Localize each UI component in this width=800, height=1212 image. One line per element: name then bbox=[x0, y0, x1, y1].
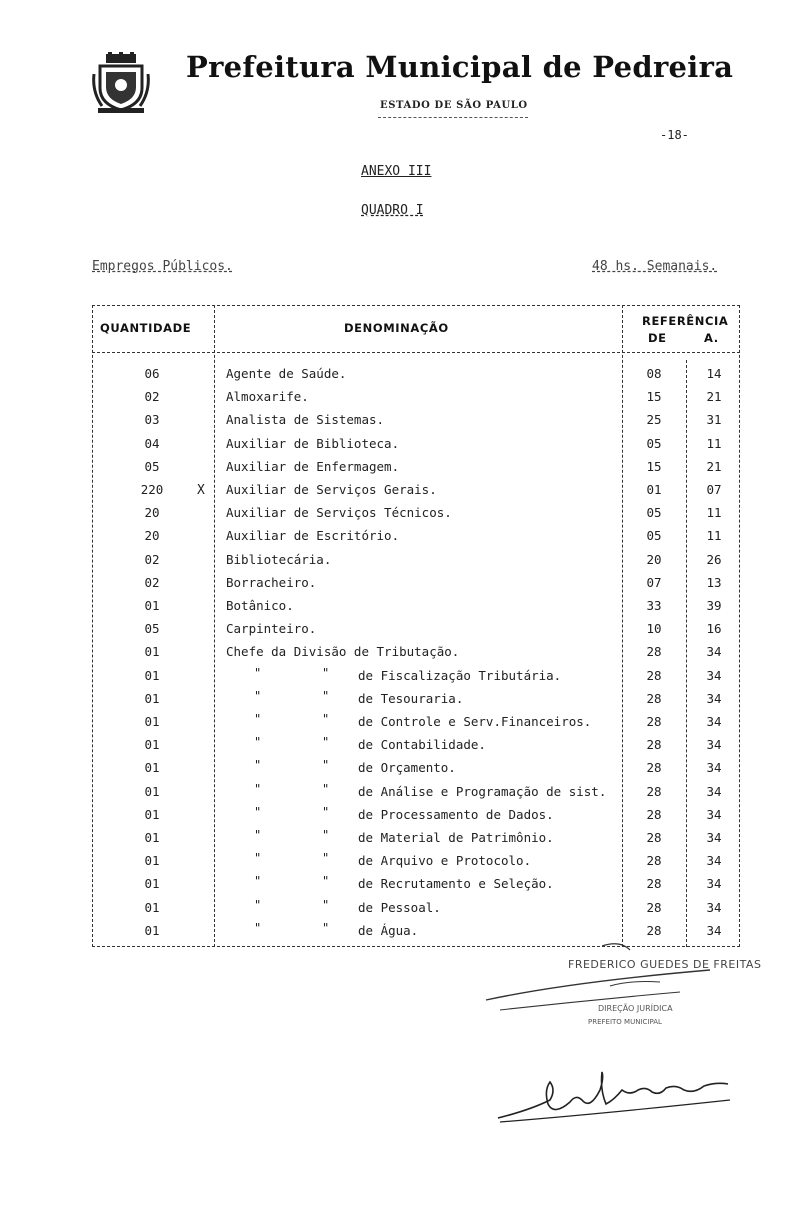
x-mark-annotation: X bbox=[197, 483, 205, 498]
column-header-quantidade: QUANTIDADE bbox=[100, 321, 192, 335]
row-reference-de: 28 bbox=[646, 737, 662, 753]
row-quantity: 01 bbox=[144, 714, 160, 729]
row-reference-de: 15 bbox=[646, 458, 662, 474]
table-row bbox=[92, 366, 740, 388]
row-denomination: Chefe da Divisão de Tributação. bbox=[226, 644, 460, 660]
row-denomination: de Tesouraria. bbox=[358, 690, 464, 706]
table-row bbox=[92, 389, 740, 411]
row-reference-a: 07 bbox=[706, 482, 722, 497]
ditto-mark: " bbox=[254, 781, 262, 796]
row-reference-de: 08 bbox=[646, 366, 662, 381]
column-header-denominacao: DENOMINAÇÃO bbox=[344, 321, 449, 335]
row-quantity: 05 bbox=[144, 458, 160, 474]
row-reference-a: 13 bbox=[706, 574, 722, 590]
row-reference-a: 16 bbox=[706, 621, 722, 637]
row-denomination: de Processamento de Dados. bbox=[358, 806, 554, 822]
row-quantity: 01 bbox=[144, 598, 160, 613]
ditto-mark: " bbox=[254, 897, 262, 912]
row-reference-a: 34 bbox=[706, 760, 722, 776]
row-reference-a: 34 bbox=[706, 899, 722, 915]
row-reference-a: 14 bbox=[706, 366, 722, 381]
row-denomination: de Contabilidade. bbox=[358, 737, 486, 753]
table-row bbox=[92, 621, 740, 643]
row-quantity: 02 bbox=[144, 389, 160, 405]
row-reference-a: 21 bbox=[706, 458, 722, 474]
annex-title: ANEXO III bbox=[361, 164, 432, 179]
row-denomination: de Pessoal. bbox=[358, 899, 441, 915]
ditto-mark: " bbox=[322, 920, 330, 935]
row-reference-de: 05 bbox=[646, 435, 662, 451]
table-row bbox=[92, 505, 740, 527]
ditto-mark: " bbox=[322, 735, 330, 750]
row-reference-a: 11 bbox=[706, 528, 722, 544]
page-number: -18- bbox=[660, 128, 689, 142]
table-row bbox=[92, 644, 740, 666]
ditto-mark: " bbox=[254, 828, 262, 842]
row-reference-de: 25 bbox=[646, 412, 662, 428]
ditto-mark: " bbox=[322, 851, 330, 866]
table-row bbox=[92, 528, 740, 550]
row-reference-a: 34 bbox=[706, 876, 722, 892]
row-quantity: 01 bbox=[144, 644, 160, 660]
row-quantity: 02 bbox=[144, 551, 160, 567]
row-reference-de: 28 bbox=[646, 806, 662, 822]
row-reference-de: 10 bbox=[646, 621, 662, 637]
state-underline bbox=[378, 117, 528, 118]
row-reference-a: 34 bbox=[706, 806, 722, 822]
row-denomination: de Arquivo e Protocolo. bbox=[358, 853, 532, 869]
table-row bbox=[92, 665, 740, 690]
row-reference-de: 28 bbox=[646, 667, 662, 683]
row-reference-a: 34 bbox=[706, 714, 722, 729]
row-reference-a: 34 bbox=[706, 853, 722, 869]
ditto-mark: " bbox=[322, 897, 330, 912]
table-row bbox=[92, 412, 740, 434]
ditto-mark: " bbox=[322, 688, 330, 703]
crest-icon bbox=[92, 52, 150, 114]
row-quantity: 01 bbox=[144, 876, 160, 892]
table-row bbox=[92, 575, 740, 597]
row-quantity: 01 bbox=[144, 690, 160, 706]
row-reference-a: 34 bbox=[706, 783, 722, 799]
signature bbox=[490, 1060, 750, 1140]
row-quantity: 01 bbox=[144, 830, 160, 845]
row-quantity: 01 bbox=[144, 922, 160, 938]
ditto-mark: " bbox=[254, 688, 262, 703]
row-reference-de: 28 bbox=[646, 876, 662, 892]
row-reference-a: 26 bbox=[706, 551, 722, 567]
row-reference-de: 28 bbox=[646, 783, 662, 799]
table-row bbox=[92, 737, 740, 759]
table-row bbox=[92, 714, 740, 736]
ditto-mark: " bbox=[322, 758, 330, 773]
table-row bbox=[92, 436, 740, 458]
row-reference-a: 34 bbox=[706, 922, 722, 938]
column-header-de: DE bbox=[648, 331, 667, 345]
row-denomination: Bibliotecária. bbox=[226, 551, 332, 567]
row-reference-a: 34 bbox=[706, 667, 722, 683]
row-reference-a: 34 bbox=[706, 737, 722, 753]
hours-label: 48 hs. Semanais. bbox=[592, 259, 718, 274]
row-reference-de: 28 bbox=[646, 690, 662, 706]
ditto-mark: " bbox=[322, 804, 330, 819]
row-denomination: Borracheiro. bbox=[226, 574, 317, 590]
row-quantity: 01 bbox=[144, 737, 160, 753]
row-reference-a: 34 bbox=[706, 644, 722, 660]
column-header-referencia: REFERÊNCIA bbox=[642, 314, 729, 328]
table-row bbox=[92, 876, 740, 898]
row-denomination: de Análise e Programação de sist. bbox=[358, 783, 607, 799]
row-denomination: de Fiscalização Tributária. bbox=[358, 667, 562, 683]
row-reference-de: 28 bbox=[646, 922, 662, 938]
stamp-name: FREDERICO GUEDES DE FREITAS bbox=[568, 958, 762, 971]
table-row bbox=[92, 459, 740, 481]
row-reference-a: 31 bbox=[706, 412, 722, 428]
table-row bbox=[92, 804, 740, 829]
row-quantity: 06 bbox=[144, 366, 160, 381]
row-quantity: 05 bbox=[144, 621, 160, 637]
ditto-mark: " bbox=[322, 665, 330, 680]
ditto-mark: " bbox=[322, 712, 330, 726]
table-row bbox=[92, 897, 740, 922]
ditto-mark: " bbox=[254, 735, 262, 750]
column-header-a: A. bbox=[704, 331, 719, 345]
row-quantity: 220 bbox=[140, 482, 164, 497]
organization-state: ESTADO DE SÃO PAULO bbox=[380, 100, 528, 111]
ditto-mark: " bbox=[254, 851, 262, 866]
row-reference-de: 28 bbox=[646, 853, 662, 869]
row-denomination: Carpinteiro. bbox=[226, 621, 317, 637]
row-denomination: Auxiliar de Serviços Gerais. bbox=[226, 482, 437, 497]
ditto-mark: " bbox=[254, 804, 262, 819]
row-reference-de: 01 bbox=[646, 482, 662, 497]
row-reference-a: 11 bbox=[706, 505, 722, 521]
row-quantity: 01 bbox=[144, 667, 160, 683]
row-reference-de: 28 bbox=[646, 644, 662, 660]
row-reference-de: 15 bbox=[646, 389, 662, 405]
row-quantity: 01 bbox=[144, 783, 160, 799]
row-reference-de: 28 bbox=[646, 899, 662, 915]
table-row bbox=[92, 853, 740, 875]
row-quantity: 02 bbox=[144, 574, 160, 590]
row-quantity: 20 bbox=[144, 505, 160, 521]
row-reference-de: 28 bbox=[646, 760, 662, 776]
row-reference-de: 33 bbox=[646, 598, 662, 613]
table-row bbox=[92, 552, 740, 574]
row-quantity: 04 bbox=[144, 435, 160, 451]
ditto-mark: " bbox=[322, 828, 330, 842]
row-reference-de: 28 bbox=[646, 830, 662, 845]
row-denomination: Analista de Sistemas. bbox=[226, 412, 385, 428]
table-row bbox=[92, 781, 740, 806]
organization-title: Prefeitura Municipal de Pedreira bbox=[186, 50, 734, 84]
table-row bbox=[92, 688, 740, 713]
ditto-mark: " bbox=[254, 758, 262, 773]
ditto-mark: " bbox=[254, 712, 262, 726]
row-reference-de: 20 bbox=[646, 551, 662, 567]
row-denomination: Agente de Saúde. bbox=[226, 366, 347, 381]
ditto-mark: " bbox=[254, 874, 262, 889]
row-reference-de: 28 bbox=[646, 714, 662, 729]
row-reference-de: 07 bbox=[646, 574, 662, 590]
table-row bbox=[92, 830, 740, 852]
row-quantity: 20 bbox=[144, 528, 160, 544]
header-divider bbox=[92, 352, 740, 353]
row-denomination: Auxiliar de Serviços Técnicos. bbox=[226, 505, 452, 521]
ditto-mark: " bbox=[254, 920, 262, 935]
table-row bbox=[92, 598, 740, 620]
row-reference-a: 39 bbox=[706, 598, 722, 613]
row-reference-a: 34 bbox=[706, 690, 722, 706]
row-quantity: 01 bbox=[144, 853, 160, 869]
stamp-title: DIREÇÃO JURÍDICA bbox=[598, 1004, 673, 1013]
row-denomination: de Controle e Serv.Financeiros. bbox=[358, 714, 592, 729]
row-quantity: 01 bbox=[144, 806, 160, 822]
row-denomination: Almoxarife. bbox=[226, 389, 309, 405]
row-denomination: de Material de Patrimônio. bbox=[358, 830, 554, 845]
ditto-mark: " bbox=[254, 665, 262, 680]
quadro-title: QUADRO I bbox=[361, 203, 424, 218]
row-reference-de: 05 bbox=[646, 528, 662, 544]
row-denomination: de Orçamento. bbox=[358, 760, 456, 776]
ditto-mark: " bbox=[322, 781, 330, 796]
row-denomination: Auxiliar de Enfermagem. bbox=[226, 458, 400, 474]
stamp-subtitle: PREFEITO MUNICIPAL bbox=[588, 1018, 662, 1026]
row-denomination: Botânico. bbox=[226, 598, 294, 613]
row-reference-a: 21 bbox=[706, 389, 722, 405]
row-denomination: Auxiliar de Escritório. bbox=[226, 528, 400, 544]
table-row bbox=[92, 760, 740, 782]
row-denomination: de Recrutamento e Seleção. bbox=[358, 876, 554, 892]
row-quantity: 03 bbox=[144, 412, 160, 428]
row-denomination: de Água. bbox=[358, 922, 419, 938]
section-label: Empregos Públicos. bbox=[92, 259, 233, 274]
row-denomination: Auxiliar de Biblioteca. bbox=[226, 435, 400, 451]
table-row bbox=[92, 482, 740, 504]
row-reference-de: 05 bbox=[646, 505, 662, 521]
row-quantity: 01 bbox=[144, 899, 160, 915]
row-quantity: 01 bbox=[144, 760, 160, 776]
row-reference-a: 34 bbox=[706, 830, 722, 845]
row-reference-a: 11 bbox=[706, 435, 722, 451]
ditto-mark: " bbox=[322, 874, 330, 889]
